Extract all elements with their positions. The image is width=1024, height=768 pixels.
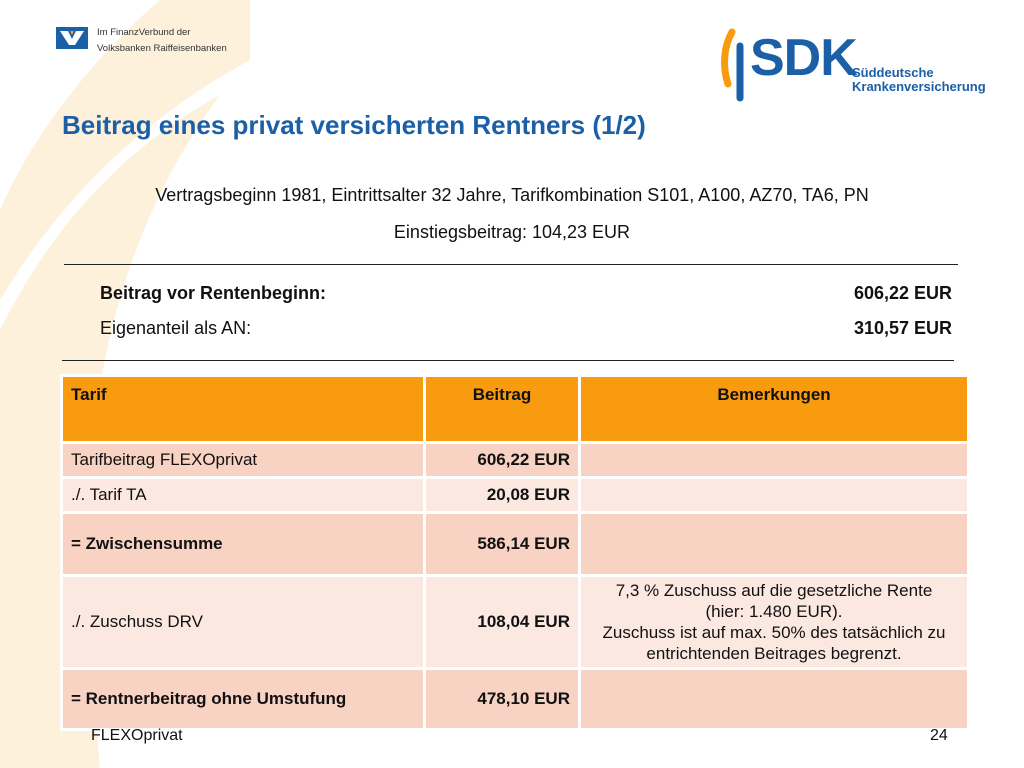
premium-before-retirement-label: Beitrag vor Rentenbeginn: (100, 283, 327, 303)
row-tarif: ./. Tarif TA (63, 479, 423, 511)
premium-before-retirement-value: 606,22 EUR (853, 283, 952, 303)
note-line: 7,3 % Zuschuss auf die gesetzliche Rente (615, 581, 933, 600)
note-line: (hier: 1.480 EUR). (705, 602, 843, 621)
page-number: 24 (930, 727, 948, 744)
employee-share-value: 310,57 EUR (853, 318, 952, 338)
row-tarif: = Rentnerbeitrag ohne Umstufung (63, 670, 423, 728)
sdk-bracket-icon (718, 26, 750, 104)
table-row (63, 444, 967, 476)
row-note (581, 514, 967, 574)
row-note (581, 444, 967, 476)
row-note (581, 577, 967, 667)
table-row (63, 479, 967, 511)
vr-tagline-line2: Volksbanken Raiffeisenbanken (97, 43, 227, 54)
table-row (63, 577, 967, 667)
row-tarif: = Zwischensumme (63, 514, 423, 574)
row-note (581, 670, 967, 728)
sdk-subtitle-line2: Krankenversicherung (852, 79, 986, 94)
contract-info: Vertragsbeginn 1981, Eintrittsalter 32 Jahre, Tarifkombination S101, A100, AZ70, TA6, PN (155, 185, 869, 205)
row-beitrag: 478,10 EUR (426, 670, 578, 728)
table-header-row (63, 377, 967, 441)
row-note (581, 479, 967, 511)
footer-product-name: FLEXOprivat (91, 727, 183, 744)
tariff-table (60, 374, 970, 731)
row-tarif: Tarifbeitrag FLEXOprivat (63, 444, 423, 476)
note-line: Zuschuss ist auf max. 50% des tatsächlich zu (602, 623, 946, 642)
sdk-logo (718, 26, 986, 106)
divider-top (64, 264, 958, 265)
note-line: entrichtenden Beitrages begrenzt. (646, 644, 902, 663)
row-beitrag: 108,04 EUR (426, 577, 578, 667)
row-tarif: ./. Zuschuss DRV (63, 577, 423, 667)
sdk-subtitle (852, 66, 986, 94)
table-row (63, 514, 967, 574)
page-title: Beitrag eines privat versicherten Rentners (1/2) (62, 110, 646, 140)
divider-bottom (62, 360, 954, 361)
row-beitrag: 606,22 EUR (426, 444, 578, 476)
vr-tagline (97, 25, 227, 57)
sdk-subtitle-line1: Süddeutsche (852, 65, 934, 80)
table-row (63, 670, 967, 728)
vr-logo-icon (56, 27, 88, 49)
sdk-wordmark: SDK (750, 29, 857, 87)
employee-share-label: Eigenanteil als AN: (100, 318, 252, 338)
header-bemerkungen: Bemerkungen (581, 377, 967, 441)
row-beitrag: 20,08 EUR (426, 479, 578, 511)
header-beitrag: Beitrag (426, 377, 578, 441)
header-tarif: Tarif (63, 377, 423, 441)
row-beitrag: 586,14 EUR (426, 514, 578, 574)
vr-tagline-line1: Im FinanzVerbund der (97, 27, 191, 38)
initial-premium: Einstiegsbeitrag: 104,23 EUR (393, 222, 631, 242)
